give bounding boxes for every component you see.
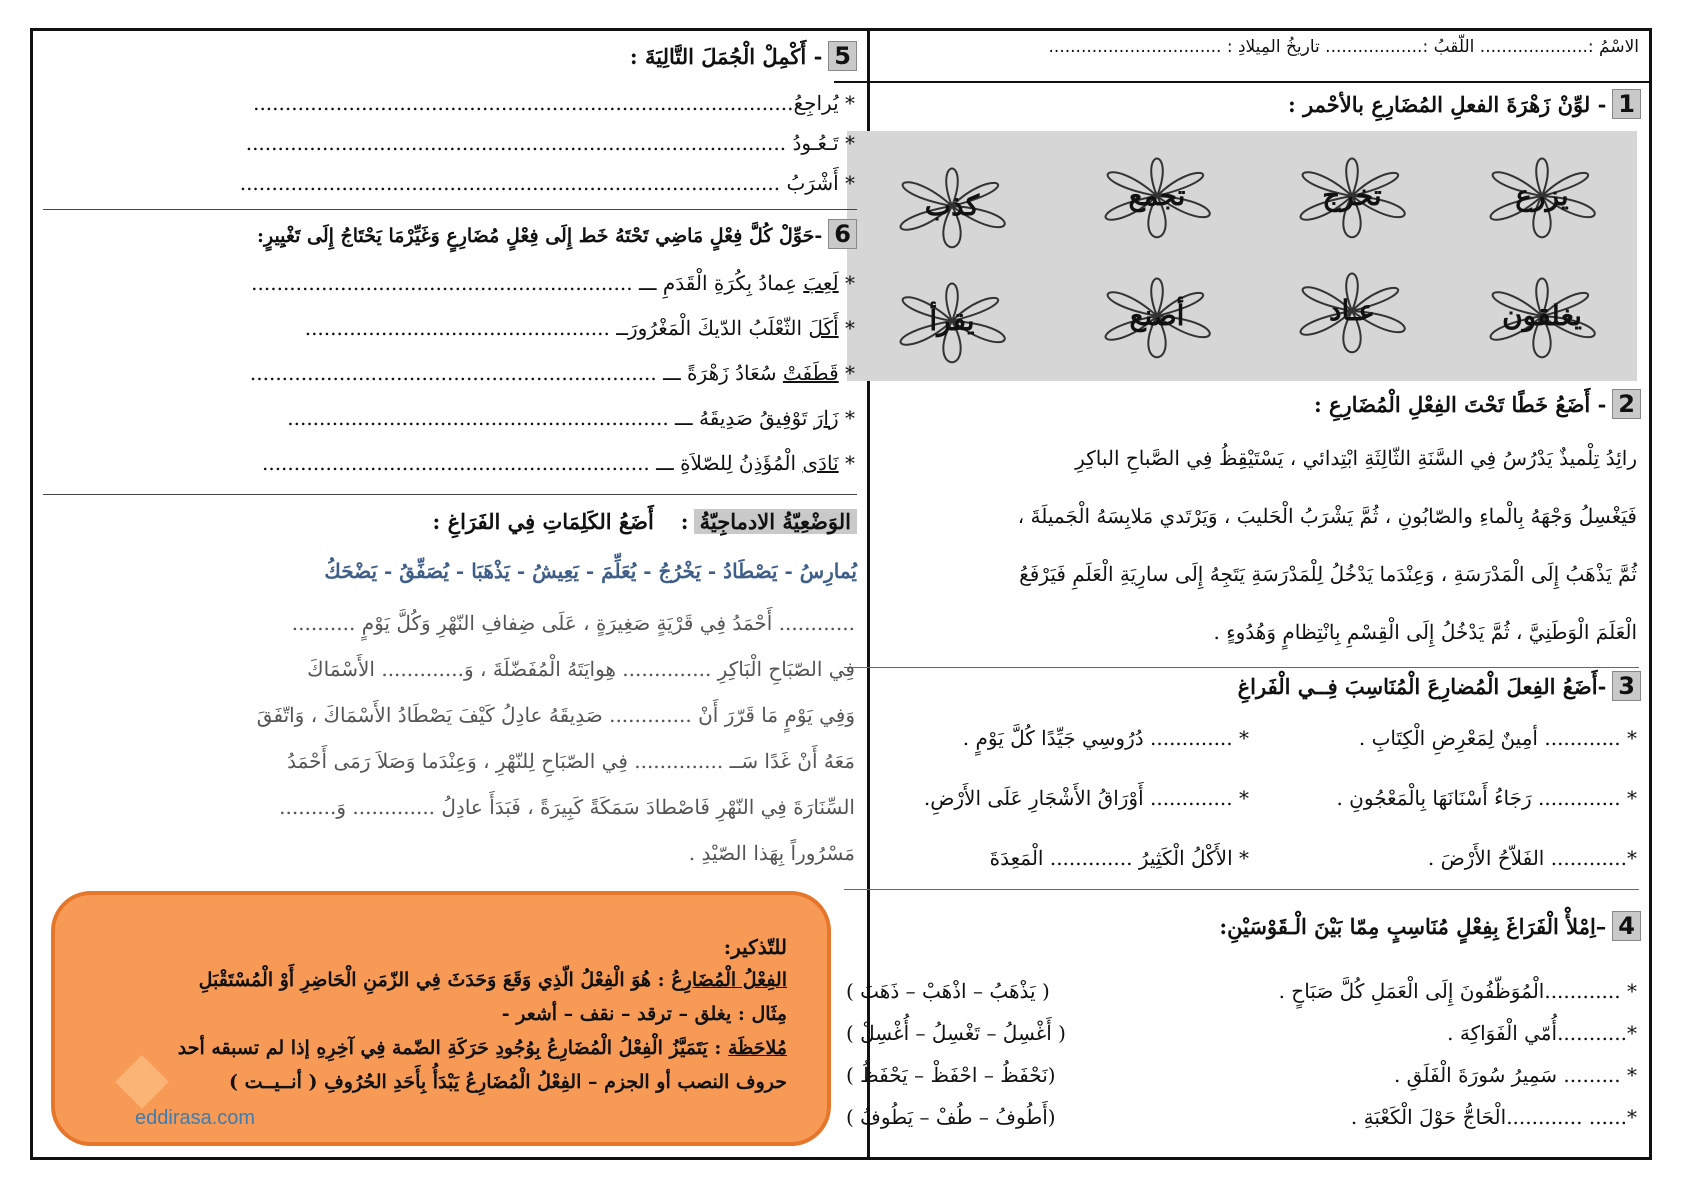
q3-row-1-right: * ............ أمِينٌ لِمَعْرِضِ الْكِتَابِ .: [1358, 726, 1637, 750]
integration-line-4: مَعَهُ أَنْ غَدًا سَــ .............. فِي الصّبَاحِ لِلنّهْرِ ، وَعِنْدَما وَصَلاَ رَمَى أَحْمَدُ: [287, 749, 855, 773]
flower-item[interactable]: [1067, 261, 1247, 371]
q2-passage-line-4: الْعَلَمَ الْوَطَنِيَّ ، ثُمَّ يَدْخُلُ إِلَى الْقِسْمِ بِانْتِظامٍ وَهُدُوءٍ .: [1213, 620, 1637, 644]
q4-row-3-sentence: * ......... سَمِيرُ سُورَةَ الْفَلَقِ .: [1393, 1063, 1637, 1087]
q3-row-2-left: * ............. أَوْرَاقُ الأَشْجَارِ عَلَى الأَرْضِ.: [923, 786, 1249, 810]
q6-rest: الْمُؤَذِنُ لِلصّلاَةِ ـــ .............................................................: [261, 451, 803, 475]
q4-heading: [1219, 911, 1641, 941]
flower-item[interactable]: [862, 266, 1042, 376]
q1-heading: [1288, 89, 1641, 119]
integration-title: أَضَعُ الكَلِمَاتِ فِي الفَرَاغِ :: [432, 509, 654, 534]
reminder-example: مِثَال : يغلق – ترقد – نقف – أشعر -: [501, 1003, 787, 1025]
q6-row: * قَطَفَتْ سُعَادُ زَهْرَةً ـــ ................................................................: [249, 361, 855, 385]
q2-title: - أَضَعُ خَطًا تَحْتَ الفِعْلِ الْمُضَارِعِ :: [1313, 392, 1607, 417]
q6-rest: سُعَادُ زَهْرَةً ـــ ................................................................: [249, 361, 783, 385]
integration-line-6: مَسْرُوراً بِهَذا الصّيْدِ .: [688, 841, 855, 865]
q6-verb: لَعِبَ: [803, 271, 839, 295]
q3-row-3-left: * الأَكْلُ الْكَثِيرُ ............. الْمَعِدَةَ: [989, 846, 1249, 870]
q5-line-2: * تَـعُـودُ .....................................................................................: [245, 131, 855, 155]
q3-number: 3: [1612, 671, 1641, 701]
q4-row-4-sentence: *...... ............الْحَاجُّ حَوْلَ الْكَعْبَةِ .: [1350, 1105, 1637, 1129]
header-divider: [834, 81, 1649, 83]
flower-word: يغلقون: [1502, 299, 1582, 332]
q5-line-1: * يُراجِعُ.....................................................................................: [253, 91, 855, 115]
reminder-box: [51, 891, 831, 1146]
integration-line-2: فِي الصّبَاحِ الْبَاكِرِ .............. هِوايَتَهُ الْمُفَضّلَةَ ، وَ............. الأَسْمَاكَ: [307, 657, 855, 681]
q3-title: -أَضَعُ الفِعلَ الْمُضارِعَ الْمُنَاسِبَ فِــي الْفَراغِ: [1237, 674, 1607, 699]
q1-title: - لوِّنْ زَهْرَةَ الفعلِ المُضَارِعِ بالأحْمر :: [1288, 92, 1607, 117]
q5-title: - أَكْمِلْ الْجُمَلَ التَّالِيَةَ :: [629, 44, 823, 69]
flower-word: كذب: [924, 189, 980, 222]
right-column: [834, 31, 1649, 1157]
q6-row: * نَادَى الْمُؤَذِنُ لِلصّلاَةِ ـــ .............................................................: [261, 451, 855, 475]
q4-row-4-choices: (أَطُوفُ – طُفْ – يَطُوفُ ): [846, 1105, 1056, 1129]
q4-number: 4: [1612, 911, 1641, 941]
q4-row-2-choices: ( أَغْسِلُ – تَغْسِلُ – أُغْسِلْ ): [846, 1021, 1066, 1045]
reminder-definition: [199, 969, 787, 991]
flower-item[interactable]: [1262, 256, 1442, 366]
watermark-text: eddirasa.com: [135, 1107, 256, 1129]
flower-word: يقرأ: [929, 304, 975, 337]
q3-row-2-right: * ............. رَجَاءُ أَسْنَانَهَا بِالْمَعْجُونِ .: [1336, 786, 1637, 810]
q6-verb: أَكَلَ: [808, 316, 839, 340]
q2-passage-line-2: فَيَغْسِلُ وَجْهَهُ بِالْماءِ والصّابُونِ ، ثُمَّ يَشْرَبُ الْحَليبَ ، وَيَرْتَدي مَلابِسَهُ الْجَميلَةَ ،: [1017, 504, 1637, 528]
flower-item[interactable]: [1452, 261, 1632, 371]
flower-item[interactable]: [1067, 141, 1247, 251]
q3-heading: [1238, 671, 1641, 701]
reminder-note: [178, 1037, 787, 1059]
q2-passage-line-1: رائِدُ تِلْميذٌ يَدْرُسُ فِي السَّنَةِ الثّالِثَةِ ابْتِدائي ، يَسْتَيْقِظُ فِي الصَّباحِ الباكِرِ: [1075, 446, 1637, 470]
q6-row: * زَارَ تَوْفِيقُ صَدِيقَهُ ـــ ............................................................: [287, 406, 855, 430]
section-divider: [844, 889, 1639, 890]
flower-item[interactable]: [1452, 141, 1632, 251]
q6-title: -حَوِّلْ كُلَّ فِعْلٍ مَاضِي تَحْتَهُ خَط إِلَى فِعْلٍ مُضَارِعٍ وَغَيِّرْمَا يَحْتَاجُ إِلَى تَغْيِيرٍ:: [256, 225, 823, 247]
flower-word: تجمع: [1128, 179, 1186, 212]
q6-verb: نَادَى: [802, 451, 839, 475]
integration-heading: الوَضْعِيّةُ الادماجِيّةُ : أَضَعُ الكَلِمَاتِ فِي الفَرَاغِ :: [433, 509, 858, 534]
flower-word: عـاد: [1329, 294, 1375, 327]
integration-line-5: السِّنَارَةَ فِي النّهْرِ فَاصْطادَ سَمَكَةً كَبِيرَةً ، فَبَدَأَ عادِلُ ............. وَ.........: [279, 795, 855, 819]
q4-row-3-choices: (نَحْفَظُ – احْفَظْ – يَحْفَظُ ): [846, 1063, 1056, 1087]
q6-number: 6: [828, 219, 857, 249]
q3-row-1-left: * ............. دُرُوسِي جَيِّدًا كُلَّ يَوْمٍ .: [962, 726, 1249, 750]
q5-line-3: * أَشْرَبُ .....................................................................................: [239, 171, 855, 195]
q3-row-3-right: *............ الفَلاّحُ الأَرْضَ .: [1427, 846, 1637, 870]
q6-row: * أَكَلَ الثّعْلَبُ الدّيكَ الْمَغْرُورَــ ................................................: [304, 316, 855, 340]
reminder-note-2: حروف النصب أو الجزم – الفِعْلُ الْمُضَارِعُ يَبْدَأُ بِأَحَدِ الحُرُوفِ ( أنــيــت ): [229, 1071, 787, 1093]
student-info-header: الاسْمُ :.................... اللّقبُ :.................. تاريخُ المِيلادِ : ................................: [1048, 37, 1639, 57]
q6-verb: زَارَ: [813, 406, 839, 430]
flower-grid: [847, 131, 1637, 381]
definition-text: : هُوَ الْفِعْلُ الّذِي وَقَعَ وَحَدَثَ فِي الزّمَنِ الْحَاضِرِ أَوْ الْمُسْتَقْبَلِ: [198, 969, 672, 991]
integration-line-1: ............ أَحْمَدُ فِي قَرْيَةٍ صَغِيرَةٍ ، عَلَى ضِفافِ النّهْرِ وَكُلَّ يَوْمٍ ..........: [291, 611, 855, 635]
q5-number: 5: [828, 41, 857, 71]
section-divider: [43, 494, 857, 495]
q2-passage-line-3: ثُمَّ يَذْهَبُ إِلَى الْمَدْرَسَةِ ، وَعِنْدَما يَدْخُلُ لِلْمَدْرَسَةِ يَتَجِهُ إِلَى سارِيَةِ الْعَلَمِ فَيَرْفَعُ: [1019, 562, 1637, 586]
flower-word: تخرج: [1322, 179, 1382, 212]
q4-row-1-sentence: * ............الْمُوَظّفُونَ إِلَى الْعَمَلِ كُلَّ صَبَاحٍ .: [1278, 979, 1637, 1003]
section-divider: [43, 209, 857, 210]
q2-number: 2: [1612, 389, 1641, 419]
q6-rest: عِمادُ بِكُرَةِ الْقَدَمِ ـــ ............................................................: [251, 271, 804, 295]
integration-line-3: وَفِي يَوْمٍ مَا قَرّرَ أَنْ ............. صَدِيقَهُ عادِلُ كَيْفَ يَصْطَادُ الأَسْمَاكَ ، وَاتّفَقَ: [256, 703, 855, 727]
q1-number: 1: [1612, 89, 1641, 119]
watermark-logo: ◆: [115, 1035, 169, 1117]
left-column: [33, 31, 867, 1157]
note-text: : يَتَمَيَّزُ الْفِعْلُ الْمُضَارِعُ بِوُجُودِ حَرَكَةِ الضّمة فِي آخِرِهِ إذا لم تسبقه أحد: [177, 1037, 728, 1059]
q6-heading: [257, 219, 857, 249]
worksheet: [30, 28, 1652, 1160]
flower-word: يزرع: [1515, 179, 1569, 212]
q6-rest: الثّعْلَبُ الدّيكَ الْمَغْرُورَــ ................................................: [304, 316, 809, 340]
q6-rest: تَوْفِيقُ صَدِيقَهُ ـــ ............................................................: [287, 406, 814, 430]
q4-row-2-sentence: *...........أُمّي الْفَوَاكِهَ .: [1447, 1021, 1637, 1045]
flower-item[interactable]: [1262, 141, 1442, 251]
flower-item[interactable]: [862, 151, 1042, 261]
integration-label: الوَضْعِيّةُ الادماجِيّةُ: [694, 509, 857, 534]
reminder-title: للتّذكير:: [723, 935, 787, 959]
note-label: مُلاحَظَة: [727, 1037, 787, 1059]
flower-word: أصنع: [1129, 299, 1185, 332]
q2-heading: [1314, 389, 1641, 419]
section-divider: [844, 667, 1639, 668]
word-bank: يُمارِسُ - يَصْطَادُ - يَخْرُجُ - يُعَلِّمَ - يَعِيشُ - يَذْهَبَا - يُصَفِّقُ - يَضْحَكُ: [324, 559, 857, 583]
q5-heading: [630, 41, 857, 71]
q4-row-1-choices: ( يَذْهَبُ – اذْهَبْ – ذَهَبَ ): [846, 979, 1050, 1003]
definition-label: الفِعْلُ الْمُضَارِعُ: [671, 969, 787, 991]
q6-row: * لَعِبَ عِمادُ بِكُرَةِ الْقَدَمِ ـــ ............................................................: [251, 271, 855, 295]
q4-title: –اِمْلأْ الْفَرَاغَ بِفِعْلٍ مُنَاسِبٍ مِمّا بَيْنَ الْـقَوْسَيْنِ:: [1219, 914, 1607, 939]
q6-verb: قَطَفَتْ: [782, 361, 839, 385]
